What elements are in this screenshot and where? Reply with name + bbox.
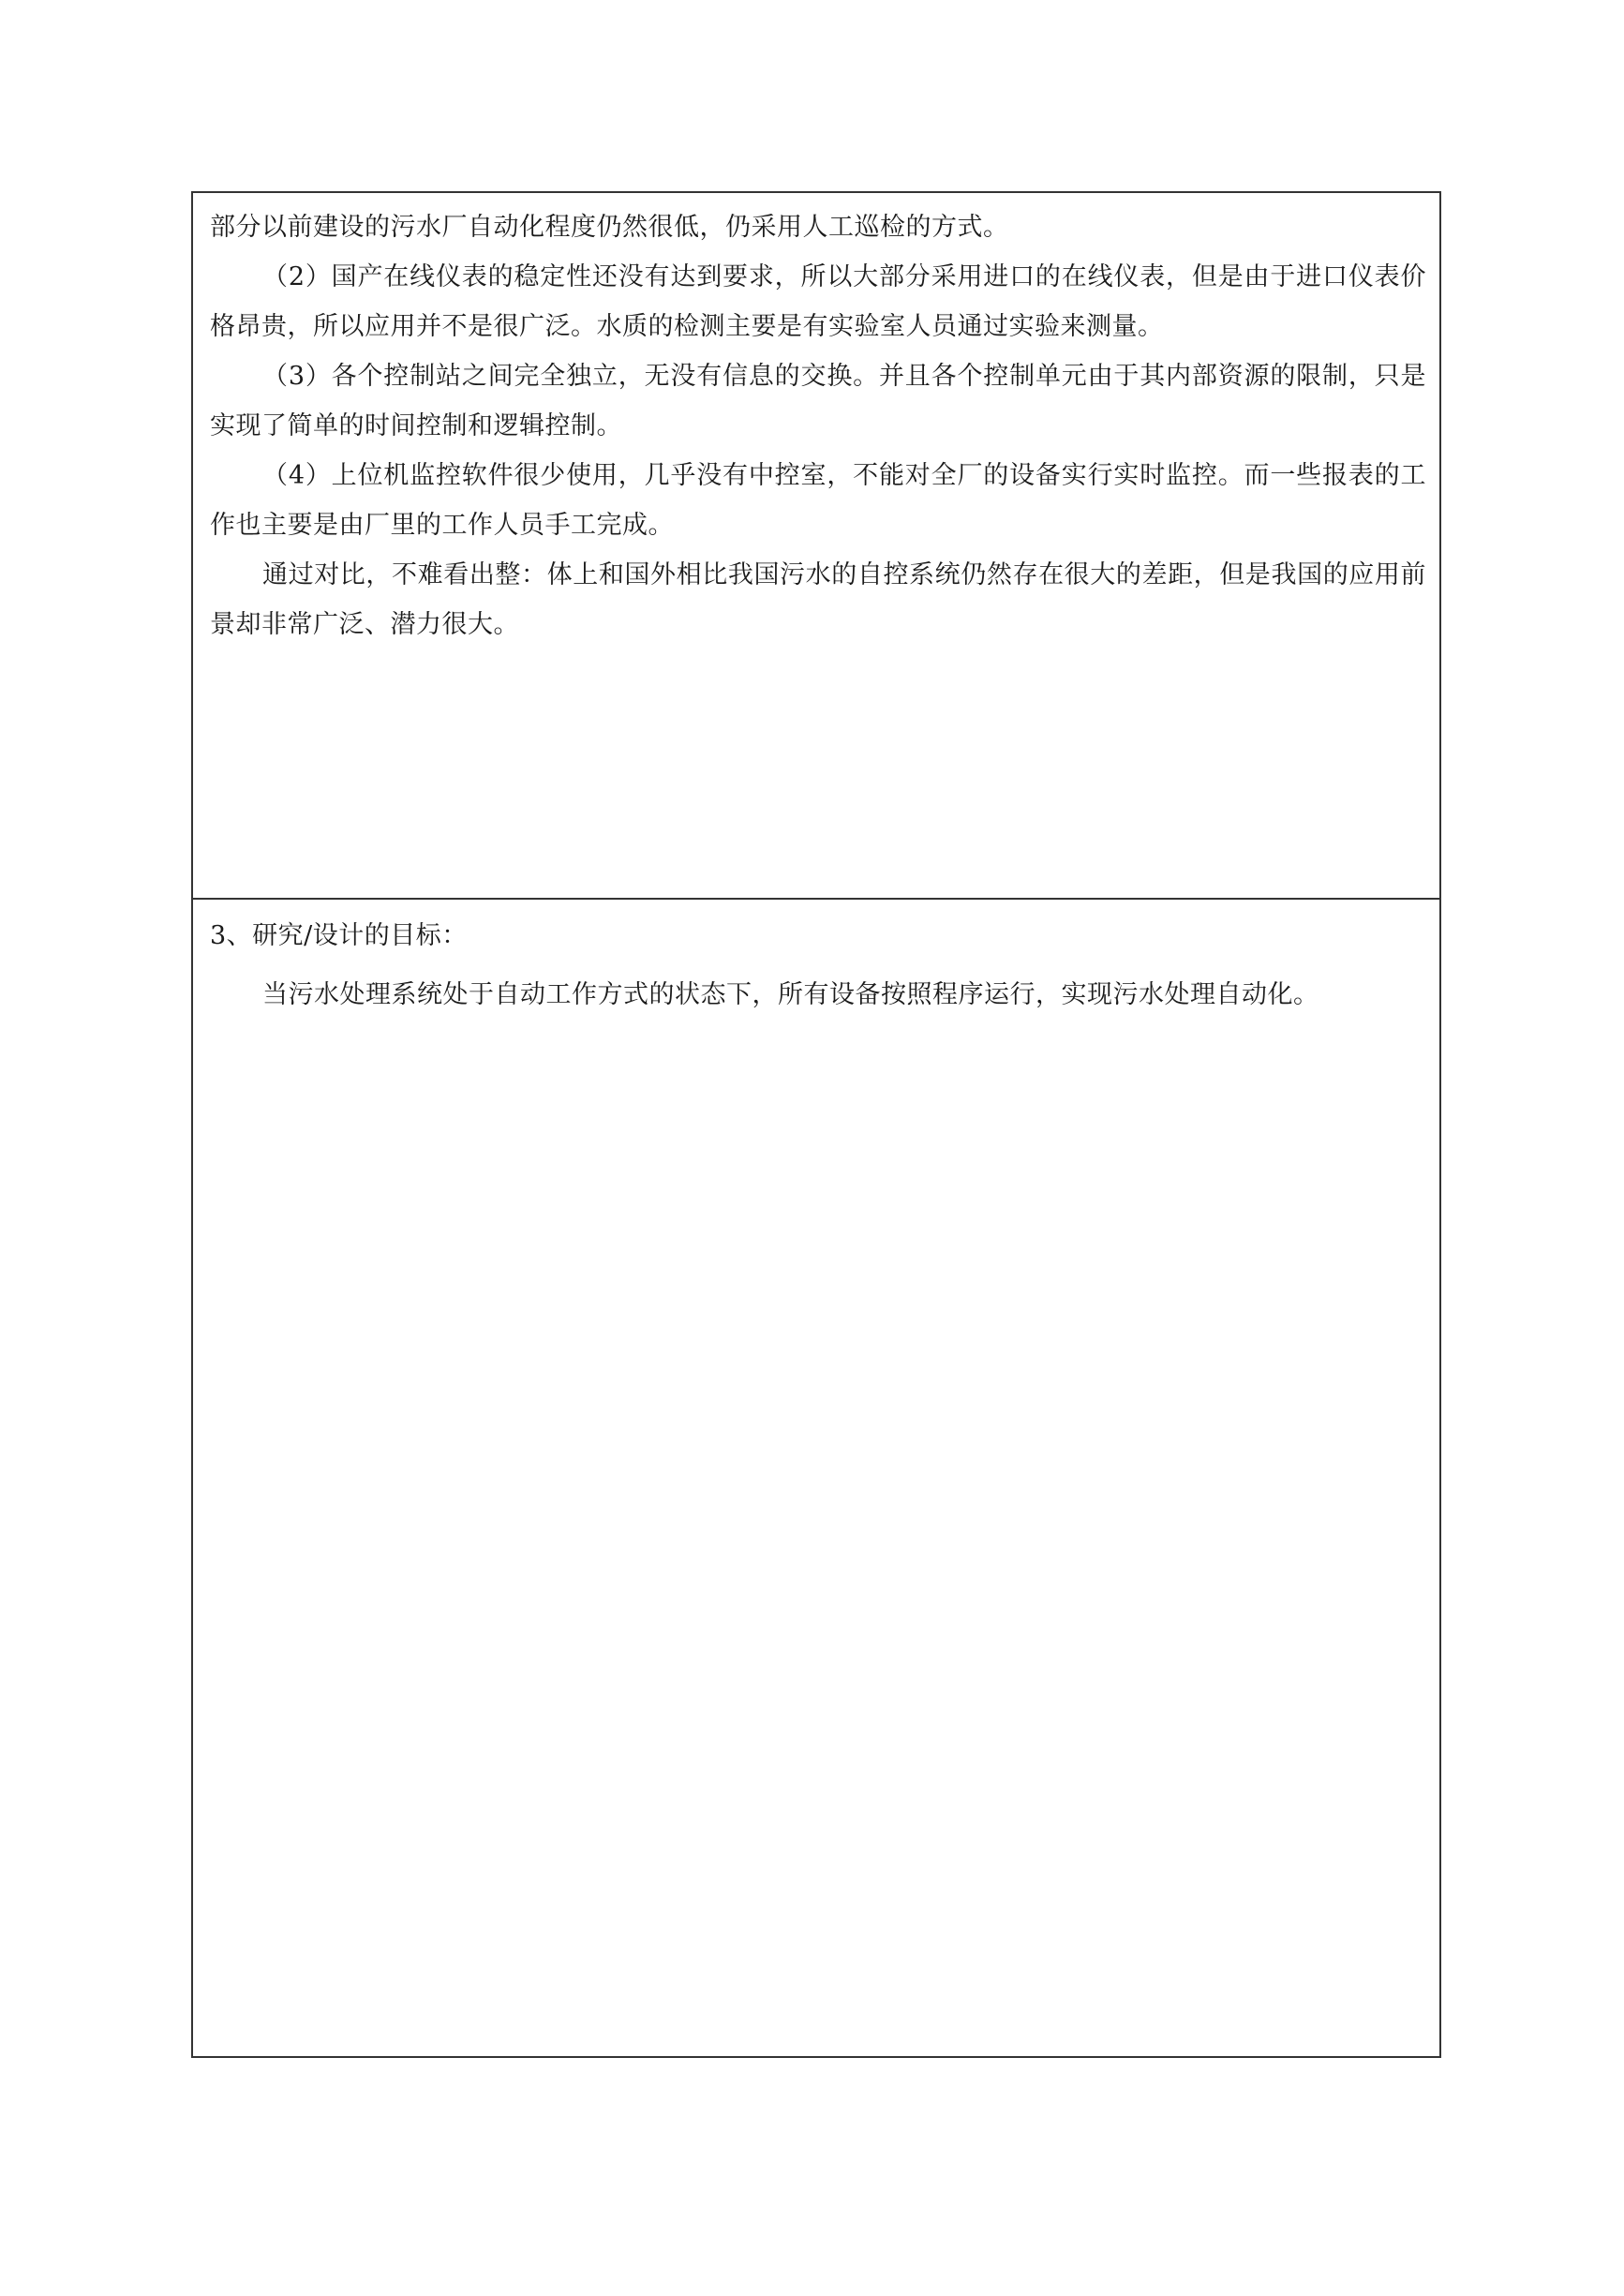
goal-cell xyxy=(193,900,1439,2056)
form-table xyxy=(191,191,1441,2058)
background-paragraph-5: 通过对比，不难看出整：体上和国外相比我国污水的自控系统仍然存在很大的差距，但是我国的应用前景却非常广泛、潜力很大。 xyxy=(210,560,1426,639)
background-paragraph-1: 部分以前建设的污水厂自动化程度仍然很低，仍采用人工巡检的方式。 xyxy=(210,213,1009,242)
background-paragraph-2: （2）国产在线仪表的稳定性还没有达到要求，所以大部分采用进口的在线仪表，但是由于进口仪表价格昂贵，所以应用并不是很广泛。水质的检测主要是有实验室人员通过实验来测量。 xyxy=(210,262,1426,341)
goal-text-block xyxy=(210,909,1426,1020)
background-paragraph-4: （4）上位机监控软件很少使用，几乎没有中控室，不能对全厂的设备实行实时监控。而一些报表的工作也主要是由厂里的工作人员手工完成。 xyxy=(210,461,1426,540)
background-paragraph-3: （3）各个控制站之间完全独立，无没有信息的交换。并且各个控制单元由于其内部资源的限制，只是实现了简单的时间控制和逻辑控制。 xyxy=(210,362,1426,440)
goal-paragraph: 当污水处理系统处于自动工作方式的状态下，所有设备按照程序运行，实现污水处理自动化。 xyxy=(262,980,1319,1009)
goal-section-title: 3、研究/设计的目标： xyxy=(210,921,468,950)
background-cell xyxy=(193,193,1439,900)
background-text-block xyxy=(210,202,1426,649)
